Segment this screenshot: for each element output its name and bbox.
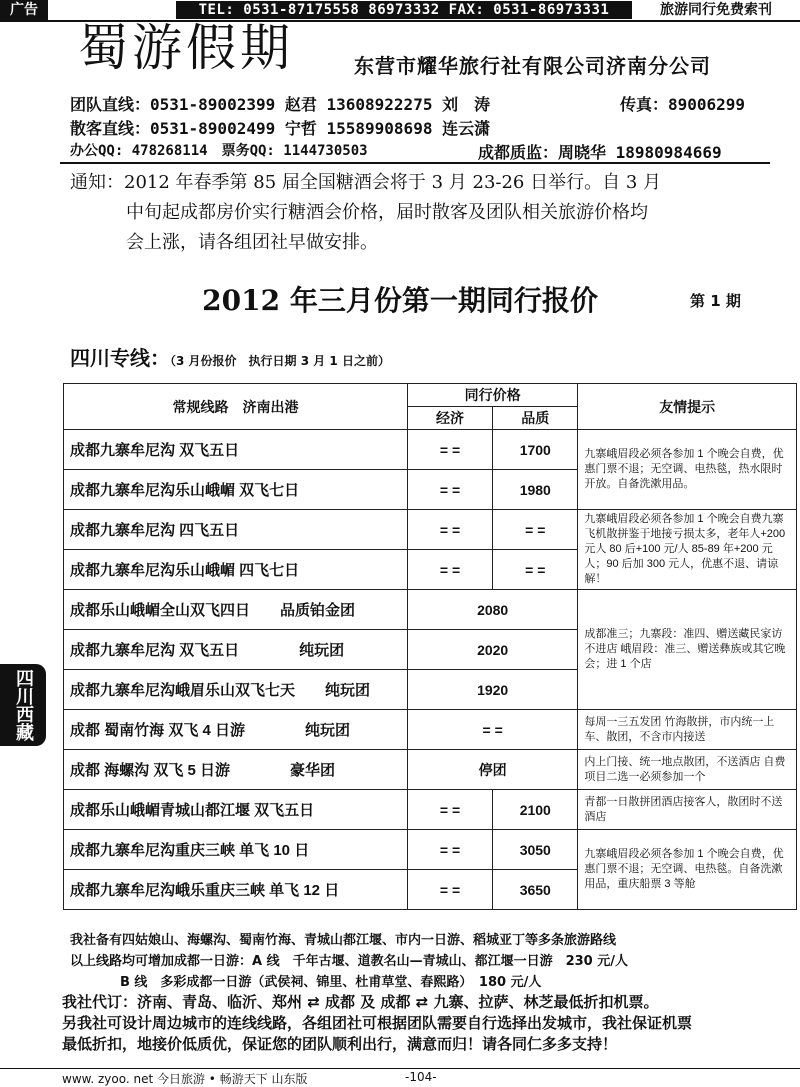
tip-cell: 九寨峨眉段必须各参加 1 个晚会自费九寨飞机散拼鉴于地接亏损太多，老年人+200 元人 80 后+100 元/人 85-89 年+200 元人；90 后加 300 元人，优惠不退、请谅解！	[578, 510, 797, 590]
route-name: 成都九寨牟尼沟 双飞五日	[64, 430, 408, 470]
tip-cell: 九寨峨眉段必须各参加 1 个晚会自费，优惠门票不退；无空调、电热毯。自备洗漱用品，重庆船票 3 等舱	[578, 830, 797, 910]
notice-line-3: 会上涨，请各组团社早做安排。	[126, 232, 378, 253]
extra-routes	[70, 930, 790, 993]
route-name: 成都乐山峨嵋全山双飞四日 品质铂金团	[64, 590, 408, 630]
site-credit: www. zyoo. net 今日旅游 • 畅游天下 山东版	[62, 1072, 308, 1086]
notice-line-2: 中旬起成都房价实行糖酒会价格，届时散客及团队相关旅游价格均	[126, 202, 648, 223]
page-number: -104-	[405, 1070, 437, 1084]
tip-cell: 九寨峨眉段必须各参加 1 个晚会自费，优惠门票不退；无空调、电热毯，热水限时开放。自备洗漱用品。	[578, 430, 797, 510]
header-route: 常规线路 济南出港	[64, 384, 408, 430]
route-name: 成都乐山峨嵋青城山都江堰 双飞五日	[64, 790, 408, 830]
agency-name: 东营市耀华旅行社有限公司济南分公司	[354, 54, 711, 78]
table-row	[64, 510, 797, 550]
side-tab: 四川西藏	[0, 664, 46, 746]
divider	[60, 162, 770, 164]
section-name: 四川专线：	[70, 346, 170, 370]
table-row	[64, 710, 797, 750]
price-single: 2020	[407, 630, 577, 670]
extra-line-1: 我社备有四姑娘山、海螺沟、蜀南竹海、青城山都江堰、市内一日游、稻城亚丁等多条旅游路线	[70, 933, 617, 948]
price-economy: = =	[407, 510, 492, 550]
route-name: 成都九寨牟尼沟峨眉乐山双飞七天 纯玩团	[64, 670, 408, 710]
price-quality: 2100	[493, 790, 578, 830]
bottom-bar	[0, 1068, 800, 1087]
table-row	[64, 430, 797, 470]
price-economy: = =	[407, 870, 492, 910]
magazine-note: 旅游同行免费索刊	[660, 2, 772, 18]
header-quality: 品质	[493, 407, 578, 430]
header-contact: TEL: 0531-87175558 86973332 FAX: 0531-86973331	[176, 1, 632, 19]
section-heading	[70, 342, 390, 371]
brand-name: 蜀游假期	[78, 19, 294, 77]
price-economy: = =	[407, 430, 492, 470]
table-row	[64, 830, 797, 870]
notice-line-1: 通知：2012 年春季第 85 届全国糖酒会将于 3 月 23-26 日举行。自 3 月	[70, 172, 662, 193]
route-name: 成都九寨牟尼沟 四飞五日	[64, 510, 408, 550]
route-name: 成都 海螺沟 双飞 5 日游 豪华团	[64, 750, 408, 790]
header-price: 同行价格	[407, 384, 577, 407]
footer-line-1: 我社代订：济南、青岛、临沂、郑州 ⇄ 成都 及 成都 ⇄ 九寨、拉萨、林芝最低折扣机票。	[62, 993, 659, 1011]
table-row	[64, 790, 797, 830]
section-note: （3 月份报价 执行日期 3 月 1 日之前）	[170, 354, 390, 368]
price-economy: = =	[407, 830, 492, 870]
qq-line: 办公QQ: 478268114 票务QQ: 1144730503	[70, 143, 368, 159]
footer-box	[62, 992, 797, 1055]
price-single: = =	[407, 710, 577, 750]
price-quality: = =	[493, 550, 578, 590]
notice	[70, 168, 790, 258]
table-row	[64, 750, 797, 790]
price-quality: 1700	[493, 430, 578, 470]
price-quality: = =	[493, 510, 578, 550]
table-row	[64, 590, 797, 630]
ad-tag: 广告	[0, 0, 48, 20]
route-name: 成都九寨牟尼沟峨乐重庆三峡 单飞 12 日	[64, 870, 408, 910]
tip-cell: 内上门接、统一地点散团，不送酒店 自费项目二选一必须参加一个	[578, 750, 797, 790]
price-economy: = =	[407, 790, 492, 830]
tip-cell: 青都一日散拼团酒店接客人，散团时不送酒店	[578, 790, 797, 830]
price-table	[63, 383, 797, 910]
extra-line-3: B 线 多彩成都一日游（武侯祠、锦里、杜甫草堂、春熙路） 180 元/人	[120, 975, 542, 990]
price-single: 停团	[407, 750, 577, 790]
price-quality: 1980	[493, 470, 578, 510]
tip-cell: 成都准三；九寨段：准四、赠送藏民家访 不进店 峨眉段：准三、赠送彝族或其它晚会；进 1 个店	[578, 590, 797, 710]
team-line: 团队直线：0531-89002399 赵君 13608922275 刘 涛	[70, 95, 491, 114]
price-single: 2080	[407, 590, 577, 630]
tip-cell: 每周一三五发团 竹海散拼，市内统一上车、散团，不含市内接送	[578, 710, 797, 750]
price-quality: 3650	[493, 870, 578, 910]
issue-number: 第 1 期	[690, 292, 741, 310]
footer-line-2: 另我社可设计周边城市的连线线路，各组团社可根据团队需要自行选择出发城市，我社保证机票	[62, 1014, 693, 1032]
route-name: 成都 蜀南竹海 双飞 4 日游 纯玩团	[64, 710, 408, 750]
price-economy: = =	[407, 470, 492, 510]
individual-line: 散客直线：0531-89002499 宁哲 15589908698 连云潇	[70, 119, 491, 138]
fax-line: 传真：89006299	[620, 95, 746, 114]
price-quality: 3050	[493, 830, 578, 870]
price-single: 1920	[407, 670, 577, 710]
route-name: 成都九寨牟尼沟乐山峨嵋 四飞七日	[64, 550, 408, 590]
price-economy: = =	[407, 550, 492, 590]
header-economy: 经济	[407, 407, 492, 430]
page-title: 2012 年三月份第一期同行报价	[202, 284, 598, 317]
route-name: 成都九寨牟尼沟 双飞五日 纯玩团	[64, 630, 408, 670]
route-name: 成都九寨牟尼沟重庆三峡 单飞 10 日	[64, 830, 408, 870]
route-name: 成都九寨牟尼沟乐山峨嵋 双飞七日	[64, 470, 408, 510]
supervisor-line: 成都质监：周晓华 18980984669	[478, 143, 722, 162]
header-tips: 友情提示	[578, 384, 797, 430]
footer-line-3: 最低折扣，地接价低质优，保证您的团队顺利出行，满意而归！请各同仁多多支持！	[62, 1035, 618, 1053]
extra-line-2: 以上线路均可增加成都一日游：A 线 千年古堰、道教名山—青城山、都江堰一日游 230 元/人	[70, 954, 628, 969]
